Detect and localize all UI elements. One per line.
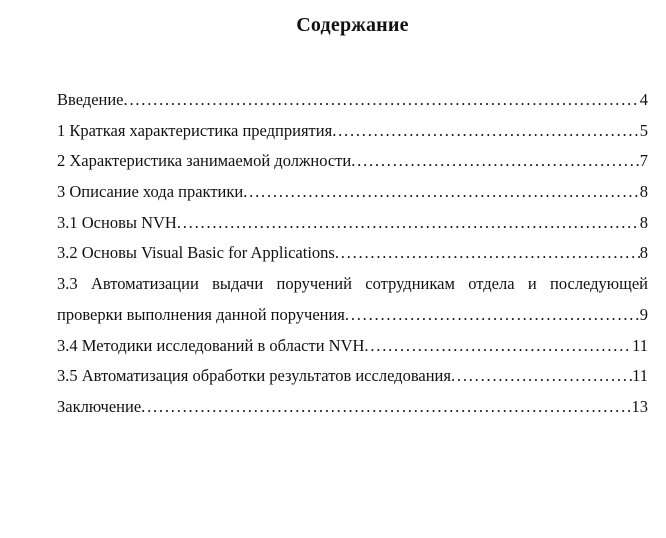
toc-entry-text: 2 Характеристика занимаемой должности	[57, 151, 352, 171]
toc-entry-text-line2: проверки выполнения данной поручения	[57, 304, 345, 324]
toc-entry-text: 3.5 Автоматизация обработки результатов исследования	[57, 366, 451, 386]
dot-leader	[335, 238, 640, 269]
toc-entry-1	[57, 116, 648, 147]
toc-entry-3-2	[57, 238, 648, 269]
dot-leader	[177, 208, 640, 239]
toc-page-number: 9	[639, 304, 648, 324]
toc-page-number: 8	[639, 243, 648, 263]
toc-entry-3	[57, 177, 648, 208]
toc-page-number: 5	[639, 120, 648, 140]
toc-entry-text: 3.1 Основы NVH	[57, 212, 177, 232]
toc-entry-text: 3.4 Методики исследований в области NVH	[57, 335, 365, 355]
toc-page-number: 7	[639, 151, 648, 171]
toc-entry-2	[57, 146, 648, 177]
toc-page-number: 8	[639, 182, 648, 202]
toc-page-number: 11	[632, 335, 648, 355]
page-title: Содержание	[296, 14, 409, 36]
dot-leader	[451, 361, 632, 392]
dot-leader	[345, 300, 640, 331]
dot-leader	[364, 331, 632, 362]
dot-leader	[332, 116, 640, 147]
dot-leader	[141, 392, 631, 423]
dot-leader	[351, 146, 640, 177]
toc-page-number: 13	[631, 396, 648, 416]
toc-entry-text: Введение	[57, 90, 124, 109]
toc-entry-vvedenie	[57, 85, 648, 116]
toc-entry-zaklyuchenie	[57, 392, 648, 423]
toc-entry-3-1	[57, 208, 648, 239]
toc-entry-3-4	[57, 331, 648, 362]
dot-leader	[124, 85, 640, 116]
toc-entry-3-3-continuation	[57, 300, 648, 331]
toc-page-number: 8	[639, 212, 648, 232]
toc-page-number: 4	[639, 90, 648, 109]
toc-entry-text: 1 Краткая характеристика предприятия	[57, 120, 333, 140]
toc-entry-text: Заключение	[57, 396, 142, 416]
toc-entry-text: 3.2 Основы Visual Basic for Applications	[57, 243, 335, 263]
toc-entry-text: 3 Описание хода практики	[57, 182, 244, 202]
toc-entry-3-5	[57, 361, 648, 392]
table-of-contents	[57, 85, 648, 423]
toc-entry-text-line1: 3.3 Автоматизации выдачи поручений сотрудникам отдела и последующей	[57, 274, 648, 294]
toc-entry-3-3	[57, 269, 648, 330]
toc-page-number: 11	[632, 366, 648, 386]
dot-leader	[243, 177, 640, 208]
